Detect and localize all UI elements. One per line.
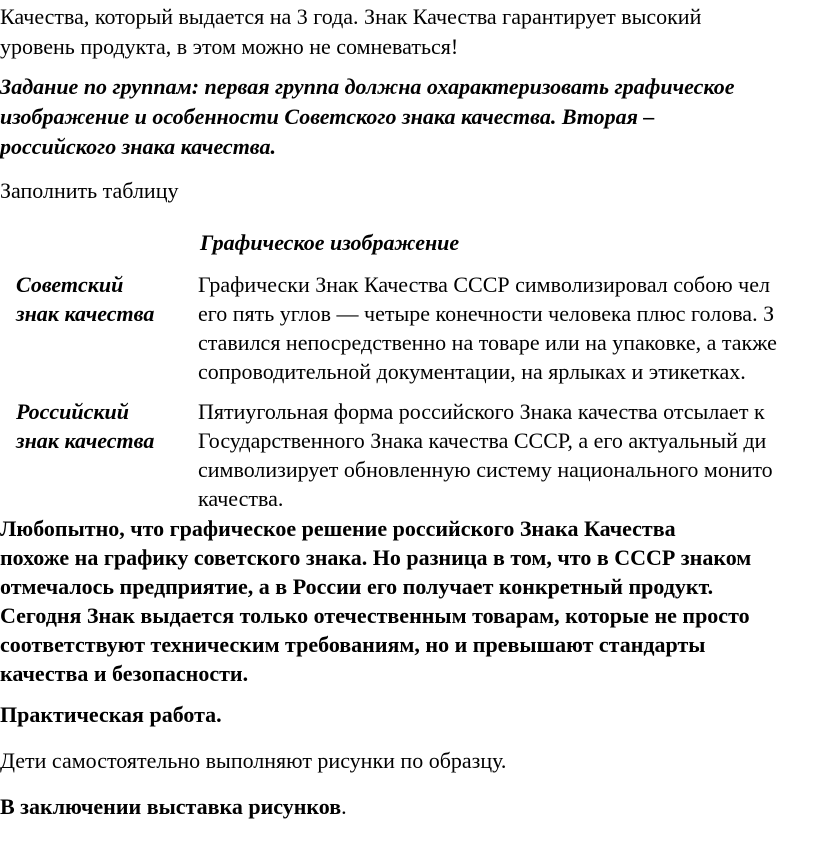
task-line-3: российского знака качества. (0, 134, 276, 159)
intro-line-1: Качества, который выдается на 3 года. Знак Качества гарантирует высокий (0, 4, 702, 29)
task-line-1: Задание по группам: первая группа должна охарактеризовать графическое (0, 74, 735, 99)
row-russian-text-3: символизирует обновленную систему национального монито (198, 457, 773, 482)
conclusion-line-1: Любопытно, что графическое решение российского Знака Качества (0, 516, 676, 541)
row-soviet-text-3: ставился непосредственно на товаре или на упаковке, а также (198, 330, 777, 355)
table-header: Графическое изображение (200, 230, 460, 255)
row-soviet-text-2: его пять углов — четыре конечности человека плюс голова. З (198, 301, 775, 326)
task-line-2: изображение и особенности Советского знака качества. Вторая – (0, 104, 655, 129)
row-soviet-label-1: Советский (16, 272, 124, 297)
final-period: . (341, 794, 347, 819)
children-instruction: Дети самостоятельно выполняют рисунки по образцу. (0, 748, 507, 773)
intro-line-2: уровень продукта, в этом можно не сомневаться! (0, 34, 459, 59)
final-line (0, 792, 347, 822)
conclusion-line-5: соответствуют техническим требованиям, но и превышают стандарты (0, 632, 706, 657)
row-russian-label-2: знак качества (16, 428, 155, 453)
row-soviet-label-2: знак качества (16, 301, 155, 326)
row-russian-text-1: Пятиугольная форма российского Знака качества отсылает к (198, 399, 765, 424)
conclusion-line-6: качества и безопасности. (0, 661, 249, 686)
row-russian-label-1: Российский (16, 399, 130, 424)
conclusion-line-2: похоже на графику советского знака. Но разница в том, что в СССР знаком (0, 545, 752, 570)
row-russian-text-4: качества. (198, 486, 284, 511)
row-russian-text-2: Государственного Знака качества СССР, а его актуальный ди (198, 428, 767, 453)
conclusion-line-4: Сегодня Знак выдается только отечественным товарам, которые не просто (0, 603, 750, 628)
row-soviet-text-1: Графически Знак Качества СССР символизировал собою чел (198, 272, 770, 297)
fill-table-instruction: Заполнить таблицу (0, 178, 179, 203)
row-soviet-text-4: сопроводительной документации, на ярлыках и этикетках. (198, 359, 746, 384)
practical-work-heading: Практическая работа. (0, 702, 222, 727)
conclusion-line-3: отмечалось предприятие, а в России его получает конкретный продукт. (0, 574, 714, 599)
final-bold-text: В заключении выставка рисунков (0, 794, 342, 819)
